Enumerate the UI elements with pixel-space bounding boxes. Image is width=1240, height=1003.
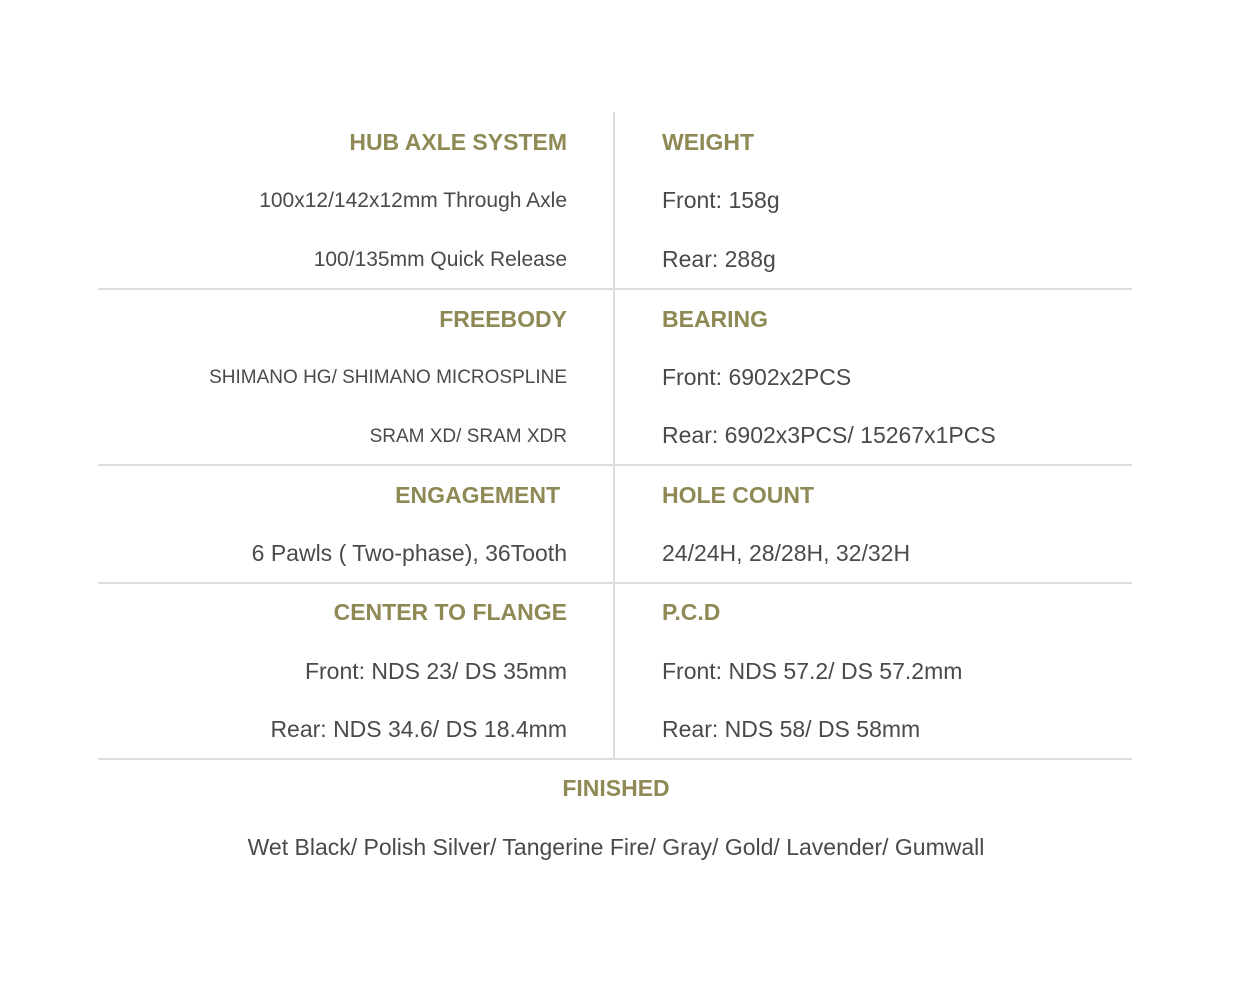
- spec-value: Rear: NDS 58/ DS 58mm: [662, 716, 921, 742]
- spec-value: SHIMANO HG/ SHIMANO MICROSPLINE: [209, 367, 567, 388]
- heading-engagement: ENGAGEMENT: [395, 482, 560, 508]
- heading-pcd: P.C.D: [662, 599, 721, 625]
- heading-weight: WEIGHT: [662, 129, 754, 155]
- row-divider: [98, 582, 1132, 584]
- spec-value: Front: NDS 57.2/ DS 57.2mm: [662, 658, 963, 684]
- row-divider: [98, 288, 1132, 290]
- heading-bearing: BEARING: [662, 306, 769, 332]
- spec-value: 6 Pawls ( Two-phase), 36Tooth: [251, 540, 567, 566]
- spec-value: Rear: NDS 34.6/ DS 18.4mm: [270, 716, 567, 742]
- column-divider: [613, 112, 615, 758]
- heading-center-to-flange: CENTER TO FLANGE: [333, 599, 567, 625]
- spec-value: Front: 6902x2PCS: [662, 364, 852, 390]
- finished-colors: Wet Black/ Polish Silver/ Tangerine Fire/ Gray/ Gold/ Lavender/ Gumwall: [247, 834, 985, 860]
- heading-freebody: FREEBODY: [439, 306, 567, 332]
- spec-value: Front: 158g: [662, 187, 780, 213]
- spec-value: 100x12/142x12mm Through Axle: [259, 189, 567, 212]
- spec-value: Front: NDS 23/ DS 35mm: [304, 658, 567, 684]
- row-divider: [98, 758, 1132, 760]
- heading-hole-count: HOLE COUNT: [662, 482, 815, 508]
- row-divider: [98, 464, 1132, 466]
- spec-value: Rear: 288g: [662, 246, 776, 272]
- spec-value: 100/135mm Quick Release: [313, 248, 567, 271]
- spec-value: 24/24H, 28/28H, 32/32H: [662, 540, 911, 566]
- heading-finished: FINISHED: [562, 775, 670, 801]
- heading-hub-axle-system: HUB AXLE SYSTEM: [349, 129, 567, 155]
- spec-value: SRAM XD/ SRAM XDR: [369, 426, 567, 447]
- spec-value: Rear: 6902x3PCS/ 15267x1PCS: [662, 422, 996, 448]
